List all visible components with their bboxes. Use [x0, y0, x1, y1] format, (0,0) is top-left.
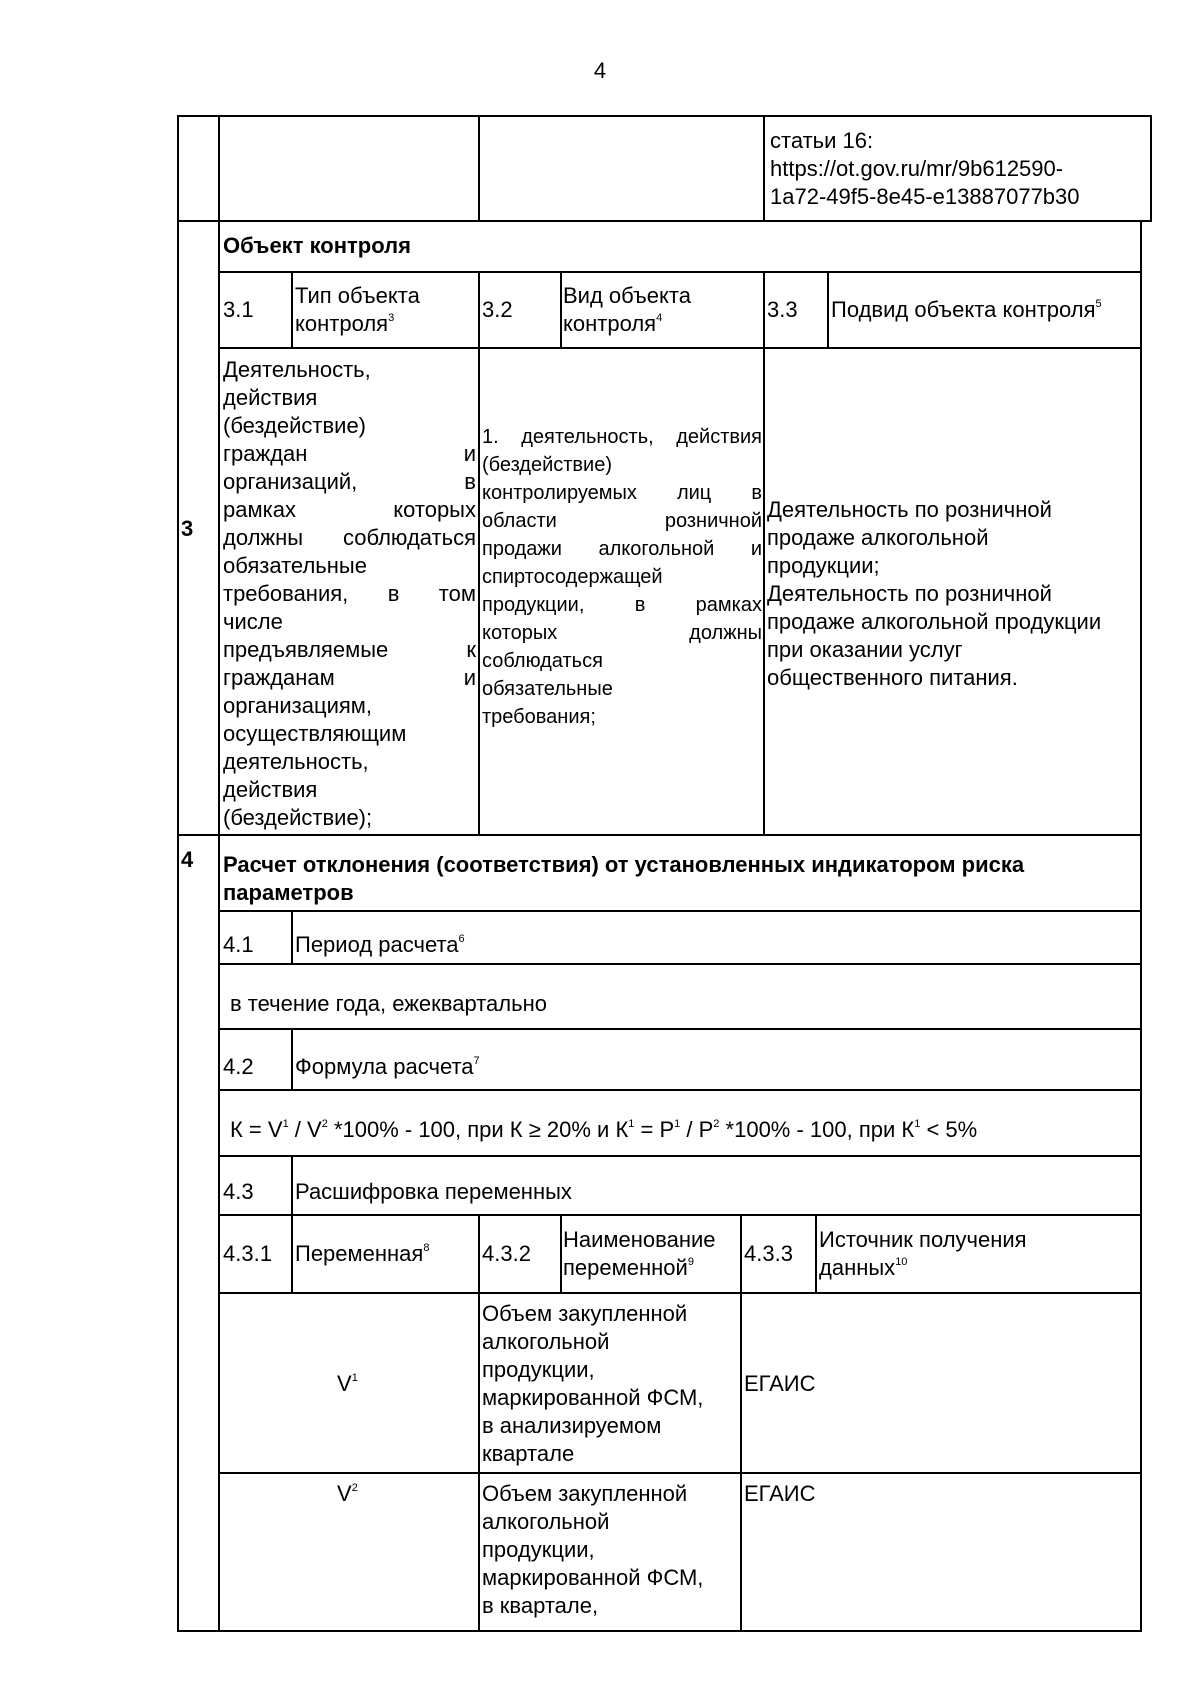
section-3-title: Объект контроля — [223, 233, 411, 258]
col1-line: (бездействие); — [223, 805, 373, 830]
field-3-1-number: 3.1 — [223, 297, 254, 322]
col1-line: обязательные — [223, 553, 367, 578]
var1desc-line: квартале — [482, 1441, 575, 1466]
field-3-3-number: 3.3 — [767, 297, 798, 322]
col1-line: действия — [223, 385, 318, 410]
article-link-line1[interactable]: https://ot.gov.ru/mr/9b612590- — [770, 156, 1064, 181]
field-4-3-3-label: Источник получения — [819, 1227, 1027, 1252]
article-ref: статьи 16: — [770, 128, 874, 153]
col2-line: обязательные — [482, 678, 613, 700]
object-kind-text — [482, 423, 762, 731]
field-4-3-2-label: Наименование — [563, 1227, 716, 1252]
field-4-3-label: Расшифровка переменных — [295, 1179, 572, 1204]
variable-v2-description — [482, 1480, 738, 1620]
footnote-9: 9 — [687, 1255, 694, 1268]
field-3-1-label: Тип объекта — [295, 283, 420, 308]
footnote-4: 4 — [656, 311, 663, 324]
calculation-formula: $К = V^1 / V^2$ *100% - 100, при К ≥ 20% и $К^1 = P^1 / P^2$ *100% - 100, при $К^1 < 5\%$ — [230, 1117, 978, 1142]
col1-line: организаций, в — [223, 469, 476, 494]
section-4-title-line2: параметров — [223, 880, 354, 905]
col2-line: спиртосодержащей — [482, 566, 663, 588]
field-4-1-number: 4.1 — [223, 932, 254, 957]
section-4-number: 4 — [181, 847, 194, 872]
col2-line: требования; — [482, 706, 596, 728]
field-4-1-label: Период расчета$^6$ — [295, 932, 465, 957]
col1-line: числе — [223, 609, 283, 634]
col1-line: граждан и — [223, 441, 476, 466]
object-type-text — [223, 356, 476, 832]
article-link-line2[interactable]: 1a72-49f5-8e45-e13887077b30 — [770, 184, 1080, 209]
col2-line: соблюдаться — [482, 650, 603, 672]
footnote-3: 3 — [388, 311, 395, 324]
var2desc-line: алкогольной — [482, 1509, 610, 1534]
page-number: 4 — [593, 58, 607, 83]
var2desc-line: в квартале, — [482, 1593, 599, 1618]
col2-line: продукции, в рамках — [482, 594, 762, 616]
col2-line: продажи алкогольной и — [482, 538, 762, 560]
var1desc-line: Объем закупленной — [482, 1301, 688, 1326]
var1desc-line: маркированной ФСМ, — [482, 1385, 704, 1410]
section-4-title-line1: Расчет отклонения (соответствия) от установленных индикатором риска — [223, 852, 1025, 877]
footnote-5: 5 — [1095, 297, 1102, 310]
col1-line: организациям, — [223, 693, 373, 718]
field-4-3-number: 4.3 — [223, 1179, 254, 1204]
field-4-2-label: Формула расчета$^7$ — [295, 1054, 480, 1079]
var1desc-line: продукции, — [482, 1357, 595, 1382]
field-4-3-2-label-2: переменной$^9$ — [563, 1255, 694, 1280]
footnote-7: 7 — [473, 1054, 480, 1067]
calculation-period-value: в течение года, ежеквартально — [230, 991, 547, 1016]
col1-line: действия — [223, 777, 318, 802]
variable-v2-source: ЕГАИС — [744, 1481, 816, 1506]
variable-v1-source: ЕГАИС — [744, 1371, 816, 1396]
col1-line: деятельность, — [223, 749, 369, 774]
col1-line: осуществляющим — [223, 721, 407, 746]
col1-line: Деятельность, — [223, 357, 371, 382]
col1-line: (бездействие) — [223, 413, 367, 438]
col2-line: контролируемых лиц в — [482, 482, 762, 504]
col1-line: предъявляемые к — [223, 637, 476, 662]
variable-v1-description — [482, 1300, 738, 1468]
var1desc-line: в анализируемом — [482, 1413, 662, 1438]
field-4-3-3-label-2: данных$^{10}$ — [819, 1255, 908, 1280]
col2-line: которых должны — [482, 622, 762, 644]
col1-line: рамках которых — [223, 497, 476, 522]
section-3-number: 3 — [181, 516, 194, 541]
var1desc-line: алкогольной — [482, 1329, 610, 1354]
col2-line: области розничной — [482, 510, 762, 532]
col1-line: должны соблюдаться — [223, 525, 476, 550]
field-3-2-label-2: контроля$^4$ — [563, 311, 663, 336]
col1-line: требования, в том — [223, 581, 476, 606]
col2-line: (бездействие) — [482, 454, 613, 476]
variable-v2-name: $V^2$ — [337, 1481, 358, 1506]
col3-line: при оказании услуг — [767, 637, 963, 662]
variable-v1-name: $V^1$ — [337, 1371, 358, 1396]
field-3-2-number: 3.2 — [482, 297, 513, 322]
field-4-3-3-number: 4.3.3 — [744, 1241, 793, 1266]
var2desc-line: продукции, — [482, 1537, 595, 1562]
field-4-3-1-label: Переменная$^8$ — [295, 1241, 430, 1266]
field-3-2-label: Вид объекта — [563, 283, 691, 308]
footnote-10: 10 — [895, 1255, 908, 1268]
var2desc-line: маркированной ФСМ, — [482, 1565, 704, 1590]
footnote-6: 6 — [458, 932, 465, 945]
col3-line: продукции; — [767, 553, 880, 578]
col3-line: продаже алкогольной продукции — [767, 609, 1102, 634]
field-3-3-label: Подвид объекта контроля$^5$ — [831, 297, 1102, 322]
footnote-8: 8 — [423, 1241, 430, 1254]
col3-line: Деятельность по розничной — [767, 497, 1052, 522]
col3-line: общественного питания. — [767, 665, 1018, 690]
field-4-3-1-number: 4.3.1 — [223, 1241, 272, 1266]
field-3-1-label-2: контроля$^3$ — [295, 311, 395, 336]
col2-line: 1. деятельность, действия — [482, 426, 762, 448]
field-4-2-number: 4.2 — [223, 1054, 254, 1079]
object-subkind-text — [767, 496, 1147, 692]
col3-line: продаже алкогольной — [767, 525, 989, 550]
var2desc-line: Объем закупленной — [482, 1481, 688, 1506]
col3-line: Деятельность по розничной — [767, 581, 1052, 606]
field-4-3-2-number: 4.3.2 — [482, 1241, 531, 1266]
col1-line: гражданам и — [223, 665, 476, 690]
